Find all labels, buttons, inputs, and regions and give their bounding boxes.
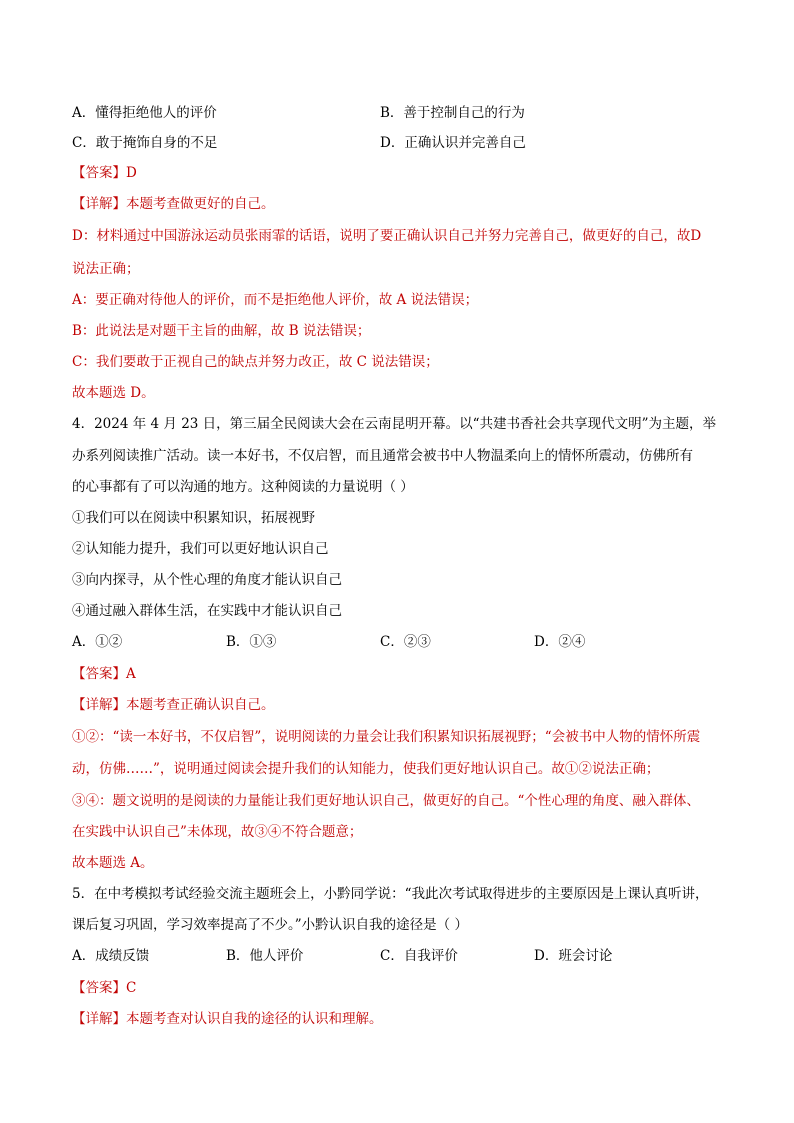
q4-statement-3: ③向内探寻，从个性心理的角度才能认识自己	[72, 572, 342, 588]
q3-explanation-d: D：材料通过中国游泳运动员张雨霏的话语，说明了要正确认识自己并努力完善自己，做更好的自己，故D	[72, 228, 702, 244]
detail-label: 【详解】	[72, 196, 126, 212]
answer-value: A	[126, 666, 136, 682]
q4-stem-line-2: 办系列阅读推广活动。读一本好书，不仅启智，而且通常会被书中人物温柔向上的情怀所震动，仿佛所有	[72, 448, 693, 464]
detail-label: 【详解】	[72, 1011, 126, 1027]
q3-answer	[72, 163, 137, 183]
q3-explanation-a: A：要正确对待他人的评价，而不是拒绝他人评价，故 A 说法错误；	[72, 292, 479, 308]
q3-explanation-c: C：我们要敢于正视自己的缺点并努力改正，故 C 说法错误；	[72, 354, 439, 370]
answer-value: C	[126, 980, 137, 996]
detail-text: 本题考查正确认识自己。	[126, 697, 275, 713]
q5-answer	[72, 978, 136, 998]
q5-option-c: C．自我评价	[380, 948, 458, 964]
detail-text: 本题考查做更好的自己。	[126, 196, 275, 212]
q4-statement-1: ①我们可以在阅读中积累知识，拓展视野	[72, 510, 315, 526]
q5-stem-line-2: 课后复习巩固，学习效率提高了不少。”小黔认识自我的途径是（ ）	[72, 917, 468, 933]
q4-explanation-2: 动，仿佛……”，说明通过阅读会提升我们的认知能力，使我们更好地认识自己。故①②说法正确；	[72, 761, 660, 777]
q4-explanation-3: ③④：题文说明的是阅读的力量能让我们更好地认识自己，做更好的自己。“个性心理的角度、融入群体、	[72, 793, 700, 809]
detail-text: 本题考查对认识自我的途径的认识和理解。	[126, 1011, 383, 1027]
detail-label: 【详解】	[72, 697, 126, 713]
q4-statement-2: ②认知能力提升，我们可以更好地认识自己	[72, 541, 329, 557]
q4-option-d: D．②④	[534, 634, 586, 650]
q4-explanation-4: 在实践中认识自己”未体现，故③④不符合题意；	[72, 824, 363, 840]
q4-answer	[72, 664, 136, 684]
q3-option-c: C．敢于掩饰自身的不足	[72, 135, 218, 151]
q4-stem-line-3: 的心事都有了可以沟通的地方。这种阅读的力量说明（ ）	[72, 479, 414, 495]
q4-option-a: A．①②	[72, 634, 123, 650]
q5-stem-line-1: 5．在中考模拟考试经验交流主题班会上，小黔同学说：“我此次考试取得进步的主要原因是上课认真听讲，	[72, 886, 709, 902]
q4-conclusion: 故本题选 A。	[72, 855, 154, 871]
q4-detail	[72, 695, 275, 715]
q3-explanation-b: B：此说法是对题干主旨的曲解，故 B 说法错误；	[72, 323, 371, 339]
q3-explanation-d-cont: 说法正确；	[72, 261, 140, 277]
q4-option-c: C．②③	[380, 634, 431, 650]
q3-conclusion: 故本题选 D。	[72, 385, 155, 401]
answer-label: 【答案】	[72, 165, 126, 181]
q4-explanation-1: ①②：“读一本好书，不仅启智”，说明阅读的力量会让我们积累知识拓展视野；“会被书中人物的情怀所震	[72, 729, 701, 745]
q5-option-b: B．他人评价	[226, 948, 304, 964]
q3-option-d: D．正确认识并完善自己	[380, 135, 526, 151]
q5-detail	[72, 1009, 383, 1029]
answer-value: D	[126, 165, 137, 181]
q3-option-a: A．懂得拒绝他人的评价	[72, 105, 217, 121]
q5-option-a: A．成绩反馈	[72, 948, 150, 964]
q4-stem-line-1: 4．2024 年 4 月 23 日，第三届全民阅读大会在云南昆明开幕。以“共建书香社会共享现代文明”为主题，举	[72, 416, 716, 432]
q5-option-d: D．班会讨论	[534, 948, 613, 964]
q4-statement-4: ④通过融入群体生活，在实践中才能认识自己	[72, 603, 342, 619]
answer-label: 【答案】	[72, 980, 126, 996]
answer-label: 【答案】	[72, 666, 126, 682]
q4-option-b: B．①③	[226, 634, 277, 650]
q3-detail	[72, 194, 275, 214]
q3-option-b: B．善于控制自己的行为	[380, 105, 525, 121]
